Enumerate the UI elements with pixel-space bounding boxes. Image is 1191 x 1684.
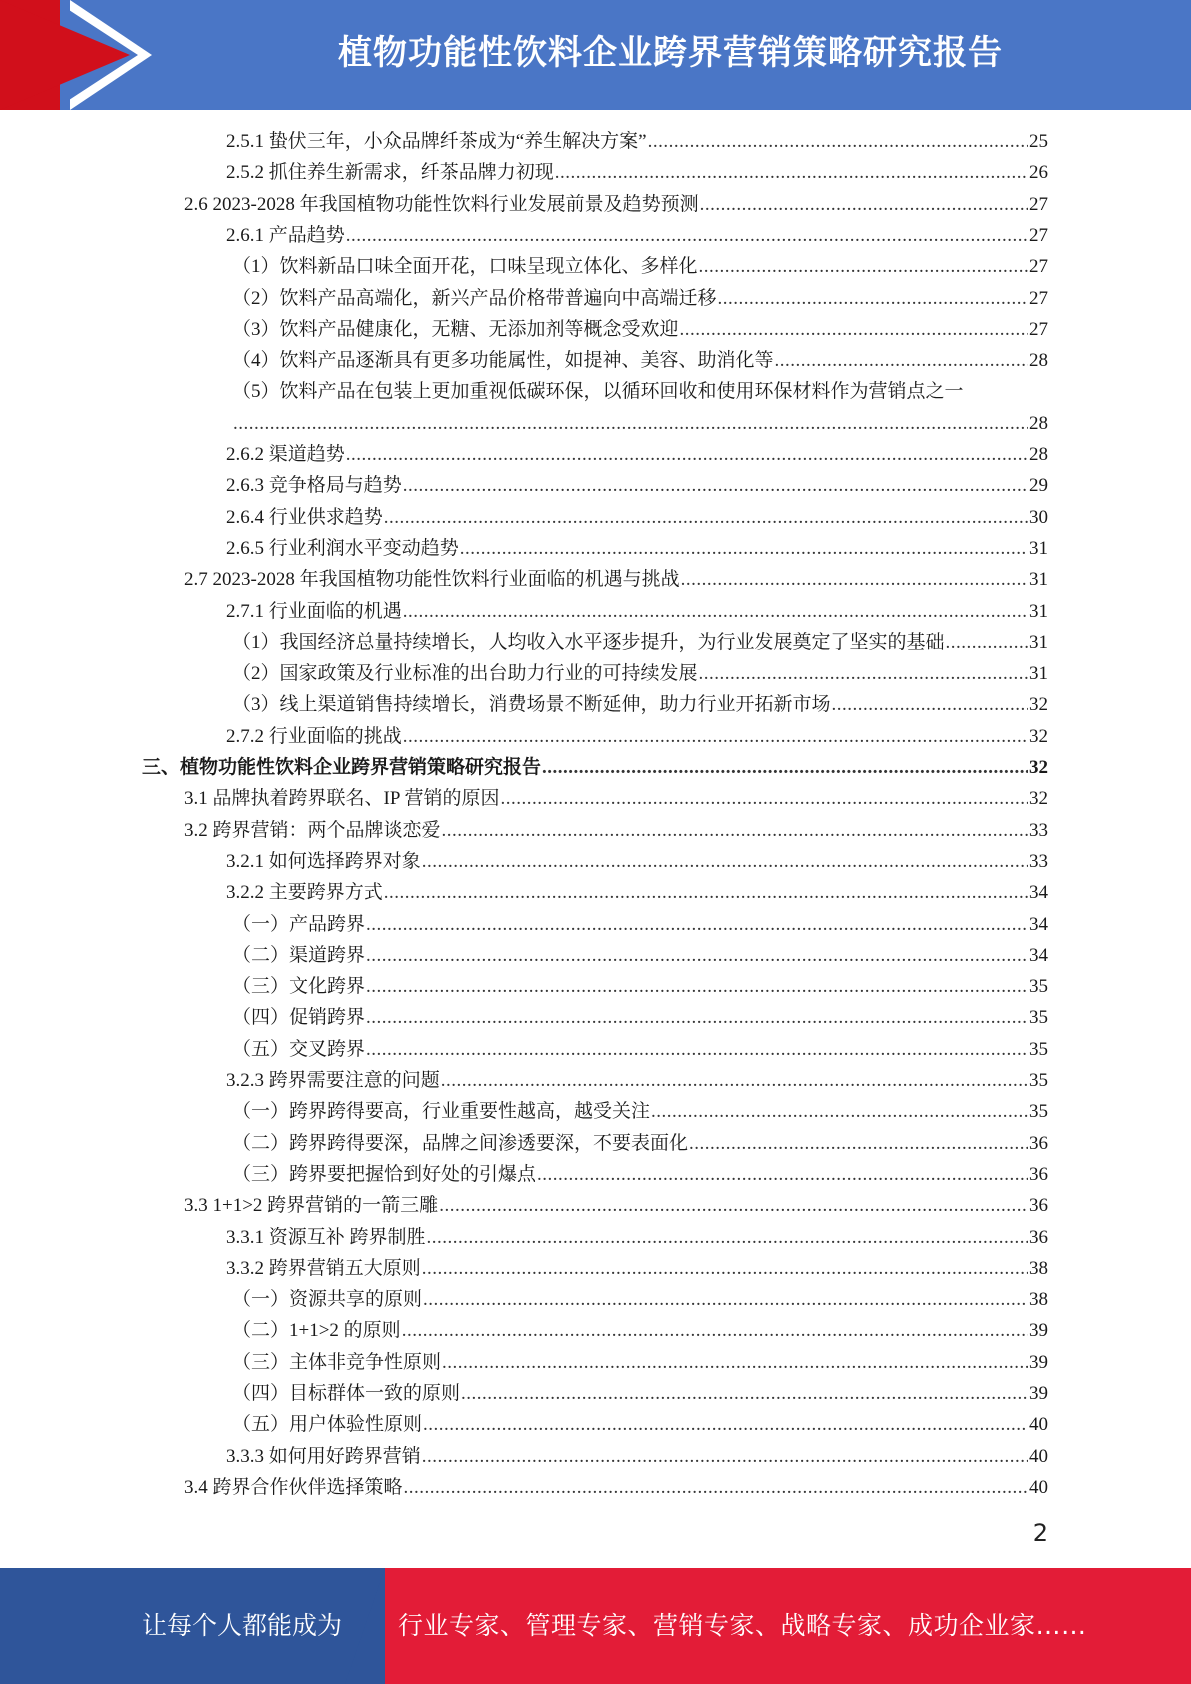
toc-leader-dots	[422, 1441, 1028, 1472]
toc-entry-title: 3.1 品牌执着跨界联名、IP 营销的原因	[184, 788, 500, 810]
toc-leader-dots	[403, 470, 1028, 501]
toc-entry-title: （四）促销跨界	[232, 1007, 366, 1029]
toc-entry[interactable]	[226, 126, 1048, 157]
toc-entry[interactable]	[226, 220, 1048, 251]
toc-entry[interactable]	[232, 345, 1048, 376]
toc-leader-dots	[648, 126, 1028, 157]
toc-page-number: 32	[1029, 757, 1048, 778]
toc-leader-dots	[403, 596, 1028, 627]
toc-leader-dots	[700, 189, 1028, 220]
toc-entry-title: （3）饮料产品健康化，无糖、无添加剂等概念受欢迎	[232, 318, 679, 340]
toc-entry-title: （四）目标群体一致的原则	[232, 1383, 461, 1404]
toc-page-number: 35	[1029, 976, 1048, 998]
toc-entry[interactable]	[226, 596, 1048, 627]
toc-entry[interactable]	[184, 783, 1048, 814]
toc-entry[interactable]	[232, 1159, 1048, 1190]
page-header	[0, 0, 1191, 110]
toc-entry-title: （一）跨界跨得要高，行业重要性越高，越受关注	[232, 1101, 651, 1123]
toc-entry-title: 2.6 2023-2028 年我国植物功能性饮料行业发展前景及趋势预测	[184, 193, 699, 215]
toc-entry[interactable]	[232, 1096, 1048, 1127]
toc-entry[interactable]	[226, 877, 1048, 908]
toc-entry-title: 3.3.2 跨界营销五大原则	[226, 1257, 421, 1279]
toc-leader-dots	[366, 1034, 1028, 1065]
toc-page-number: 27	[1029, 287, 1048, 309]
toc-page-number: 35	[1029, 1038, 1048, 1060]
toc-entry-title: 3.3.1 资源互补 跨界制胜	[226, 1226, 426, 1248]
toc-leader-dots	[384, 502, 1028, 533]
toc-entry[interactable]	[232, 627, 1048, 658]
toc-leader-dots	[366, 1002, 1028, 1033]
toc-entry[interactable]	[184, 1190, 1048, 1221]
toc-leader-dots	[542, 752, 1028, 783]
toc-page-number: 39	[1029, 1351, 1048, 1373]
toc-entry-title: （4）饮料产品逐渐具有更多功能属性，如提神、美容、助消化等	[232, 350, 774, 372]
toc-entry-title: （一）资源共享的原则	[232, 1289, 423, 1311]
toc-page-number: 40	[1029, 1476, 1048, 1498]
toc-leader-dots	[681, 564, 1028, 595]
toc-leader-dots	[346, 220, 1028, 251]
toc-page-number: 40	[1029, 1414, 1048, 1436]
toc-page-number: 32	[1029, 725, 1048, 747]
toc-leader-dots	[422, 1253, 1028, 1284]
toc-entry-title: 3.3.3 如何用好跨界营销	[226, 1445, 421, 1467]
toc-entry[interactable]	[226, 1065, 1048, 1096]
toc-page-number: 33	[1029, 850, 1048, 872]
header-red-arrow-icon	[0, 0, 130, 110]
toc-entry[interactable]	[232, 689, 1048, 720]
toc-entry-title: 3.3 1+1>2 跨界营销的一箭三雕	[184, 1195, 439, 1217]
toc-leader-dots	[442, 1347, 1028, 1378]
toc-leader-dots	[402, 1315, 1028, 1346]
toc-page-number: 39	[1029, 1383, 1048, 1404]
toc-page-number: 36	[1029, 1163, 1048, 1185]
toc-page-number: 27	[1029, 224, 1048, 246]
toc-entry[interactable]	[232, 1034, 1048, 1065]
toc-leader-dots	[689, 1128, 1028, 1159]
page-footer	[0, 1568, 1191, 1684]
toc-entry[interactable]	[226, 846, 1048, 877]
toc-page-number: 34	[1029, 913, 1048, 935]
toc-page-number: 32	[1029, 694, 1048, 716]
toc-leader-dots	[441, 1065, 1028, 1096]
toc-entry-title: 2.7 2023-2028 年我国植物功能性饮料行业面临的机遇与挑战	[184, 569, 680, 591]
toc-leader-dots	[384, 877, 1028, 908]
toc-page-number: 35	[1029, 1101, 1048, 1123]
toc-entry[interactable]	[232, 940, 1048, 971]
toc-entry-title: 三、植物功能性饮料企业跨界营销策略研究报告	[142, 757, 542, 778]
toc-entry[interactable]	[232, 1378, 1048, 1409]
toc-entry[interactable]	[232, 658, 1048, 689]
toc-page-number: 27	[1029, 193, 1048, 215]
toc-page-number: 36	[1029, 1195, 1048, 1217]
toc-page-number: 31	[1029, 537, 1048, 559]
toc-leader-dots	[233, 408, 1028, 439]
toc-entry-title: （2）饮料产品高端化，新兴产品价格带普遍向中高端迁移	[232, 287, 717, 309]
toc-entry-title: （1）饮料新品口味全面开花，口味呈现立体化、多样化	[232, 256, 698, 278]
toc-page-number: 33	[1029, 819, 1048, 841]
toc-page-number: 27	[1029, 318, 1048, 340]
toc-entry-title: （三）文化跨界	[232, 976, 366, 998]
toc-entry[interactable]	[142, 752, 1048, 783]
toc-leader-dots	[423, 1284, 1028, 1315]
toc-entry[interactable]	[232, 314, 1048, 345]
toc-leader-dots	[366, 940, 1028, 971]
toc-leader-dots	[718, 283, 1028, 314]
toc-entry[interactable]	[226, 157, 1048, 188]
toc-entry-title: 3.2.1 如何选择跨界对象	[226, 850, 421, 872]
toc-entry-title: 2.6.2 渠道趋势	[226, 444, 345, 465]
toc-entry-title: （3）线上渠道销售持续增长，消费场景不断延伸，助力行业开拓新市场	[232, 694, 831, 716]
toc-entry[interactable]	[226, 470, 1048, 501]
toc-page-number: 31	[1029, 631, 1048, 653]
toc-leader-dots	[366, 909, 1028, 940]
toc-leader-dots	[775, 345, 1028, 376]
toc-entry[interactable]	[232, 283, 1048, 314]
toc-leader-dots	[403, 721, 1028, 752]
toc-leader-dots	[832, 689, 1028, 720]
toc-leader-dots	[346, 439, 1028, 470]
toc-entry-title: 3.2.2 主要跨界方式	[226, 882, 383, 904]
toc-page-number: 31	[1029, 569, 1048, 591]
toc-entry[interactable]	[184, 189, 1048, 220]
toc-entry-title: 3.2 跨界营销：两个品牌谈恋爱	[184, 819, 441, 841]
toc-entry[interactable]	[226, 533, 1048, 564]
toc-page-number: 28	[1029, 350, 1048, 372]
toc-entry[interactable]	[232, 1315, 1048, 1346]
toc-entry[interactable]	[226, 1222, 1048, 1253]
toc-leader-dots	[500, 783, 1028, 814]
toc-page-number: 28	[1029, 412, 1048, 434]
toc-page-number: 25	[1029, 131, 1048, 152]
toc-entry-title: 2.7.2 行业面临的挑战	[226, 725, 402, 747]
footer-slogan-right: 行业专家、管理专家、营销专家、战略专家、成功企业家……	[398, 1611, 1087, 1640]
toc-page-number: 31	[1029, 663, 1048, 685]
toc-entry[interactable]	[232, 1128, 1048, 1159]
toc-entry[interactable]	[232, 251, 1048, 282]
toc-entry[interactable]	[226, 1441, 1048, 1472]
report-title: 植物功能性饮料企业跨界营销策略研究报告	[338, 33, 1003, 73]
toc-leader-dots	[946, 627, 1028, 658]
toc-entry[interactable]	[232, 1347, 1048, 1378]
toc-page-number: 36	[1029, 1226, 1048, 1248]
toc-page-number: 31	[1029, 600, 1048, 622]
toc-entry-title: （二）渠道跨界	[232, 944, 366, 966]
toc-entry[interactable]	[226, 1253, 1048, 1284]
toc-entry-title[interactable]: （5）饮料产品在包装上更加重视低碳环保，以循环回收和使用环保材料作为营销点之一	[232, 381, 964, 403]
page-number: 2	[1032, 1519, 1048, 1547]
toc-page-number: 26	[1029, 162, 1048, 184]
toc-page-number: 29	[1029, 475, 1048, 497]
toc-leader-dots	[461, 1378, 1028, 1409]
toc-entry-title: 2.6.3 竞争格局与趋势	[226, 475, 402, 497]
toc-page-number: 34	[1029, 882, 1048, 904]
toc-leader-dots	[422, 846, 1028, 877]
toc-entry-title: 3.4 跨界合作伙伴选择策略	[184, 1476, 403, 1498]
toc-entry-title: 2.7.1 行业面临的机遇	[226, 600, 402, 622]
toc-entry[interactable]	[232, 408, 1048, 439]
toc-page-number: 32	[1029, 788, 1048, 810]
toc-entry-title: （二）1+1>2 的原则	[232, 1320, 401, 1342]
toc-entry[interactable]	[226, 439, 1048, 470]
toc-leader-dots	[427, 1222, 1028, 1253]
toc-leader-dots	[699, 658, 1028, 689]
toc-entry-title: （三）主体非竞争性原则	[232, 1351, 442, 1373]
toc-page-number: 35	[1029, 1007, 1048, 1029]
toc-entry-title: 2.6.5 行业利润水平变动趋势	[226, 537, 459, 559]
toc-entry[interactable]	[226, 502, 1048, 533]
toc-leader-dots	[442, 815, 1028, 846]
footer-slogan-left: 让每个人都能成为	[142, 1611, 343, 1640]
toc-leader-dots	[680, 314, 1028, 345]
toc-entry-title: 2.5.2 抓住养生新需求，纤茶品牌力初现	[226, 162, 554, 184]
toc-leader-dots	[537, 1159, 1028, 1190]
toc-page-number: 39	[1029, 1320, 1048, 1342]
toc-leader-dots	[404, 1472, 1028, 1503]
toc-entry[interactable]	[184, 564, 1048, 595]
toc-entry[interactable]	[232, 1002, 1048, 1033]
toc-entry-title: （一）产品跨界	[232, 913, 366, 935]
toc-leader-dots	[460, 533, 1028, 564]
toc-page-number: 36	[1029, 1132, 1048, 1154]
toc-page-number: 30	[1029, 506, 1048, 528]
toc-entry-title: 2.6.4 行业供求趋势	[226, 506, 383, 528]
toc-page-number: 27	[1029, 256, 1048, 278]
toc-page-number: 35	[1029, 1070, 1048, 1091]
toc-entry-title: 2.5.1 蛰伏三年，小众品牌纤茶成为“养生解决方案”	[226, 131, 647, 152]
toc-entry-title: （二）跨界跨得要深，品牌之间渗透要深，不要表面化	[232, 1132, 689, 1154]
footer-slant	[345, 1568, 385, 1684]
toc-entry[interactable]	[184, 815, 1048, 846]
toc-leader-dots	[699, 251, 1028, 282]
toc-leader-dots	[423, 1409, 1028, 1440]
toc-entry[interactable]	[232, 971, 1048, 1002]
toc-entry-title: 3.2.3 跨界需要注意的问题	[226, 1070, 440, 1091]
toc-entry-title: 2.6.1 产品趋势	[226, 224, 345, 246]
toc-entry-title: （五）用户体验性原则	[232, 1414, 423, 1436]
toc-entry[interactable]	[232, 909, 1048, 940]
toc-leader-dots	[439, 1190, 1028, 1221]
toc-entry[interactable]	[232, 1409, 1048, 1440]
toc-entry-title: （1）我国经济总量持续增长，人均收入水平逐步提升，为行业发展奠定了坚实的基础	[232, 631, 945, 653]
toc-leader-dots	[651, 1096, 1028, 1127]
toc-leader-dots	[555, 157, 1028, 188]
toc-page-number: 38	[1029, 1257, 1048, 1279]
toc-page-number: 40	[1029, 1445, 1048, 1467]
toc-page-number: 38	[1029, 1289, 1048, 1311]
toc-leader-dots	[366, 971, 1028, 1002]
toc-entry-title: （三）跨界要把握恰到好处的引爆点	[232, 1163, 537, 1185]
toc-entry[interactable]	[184, 1472, 1048, 1503]
toc-entry-title: （五）交叉跨界	[232, 1038, 366, 1060]
toc-entry-title: （2）国家政策及行业标准的出台助力行业的可持续发展	[232, 663, 698, 685]
toc-page-number: 34	[1029, 944, 1048, 966]
toc-page-number: 28	[1029, 444, 1048, 465]
toc-entry[interactable]	[226, 721, 1048, 752]
toc-entry[interactable]	[232, 1284, 1048, 1315]
